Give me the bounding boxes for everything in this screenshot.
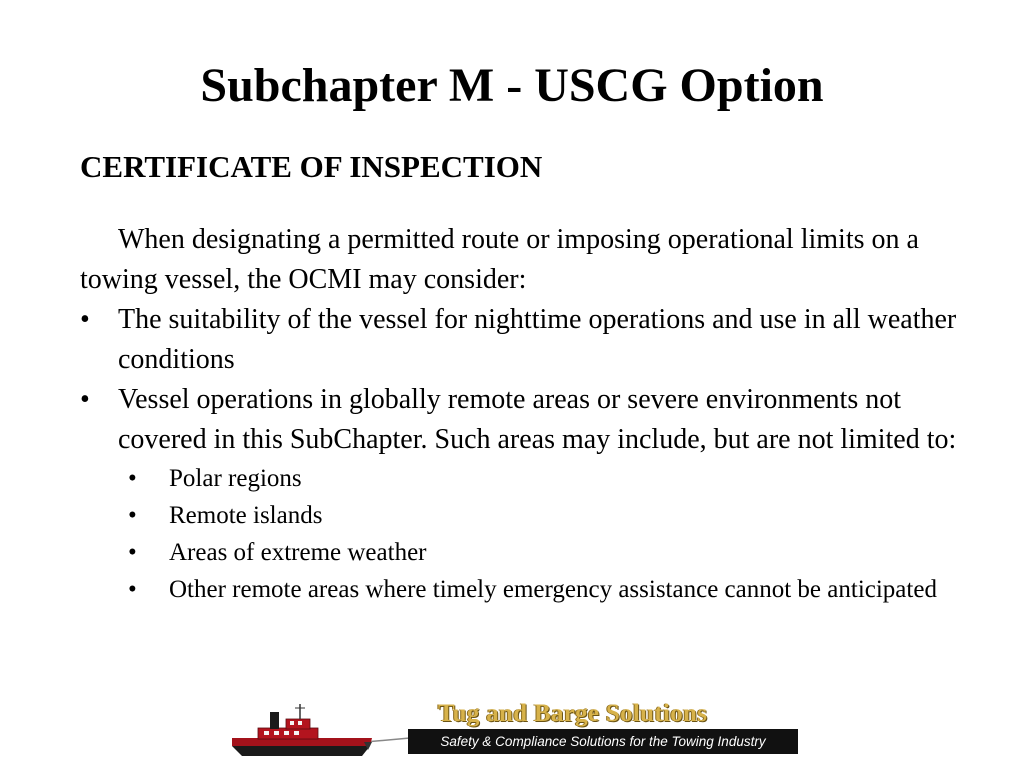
slide-title: Subchapter M - USCG Option (200, 59, 824, 112)
bullet-marker: • (80, 304, 90, 335)
sub-list-item (80, 534, 960, 571)
company-logo (230, 698, 800, 762)
list-item (80, 300, 960, 380)
bullet-marker: • (80, 384, 90, 415)
sub-list-item-text: Areas of extreme weather (169, 539, 427, 566)
logo-tagline: Safety & Compliance Solutions for the Towing Industry (408, 729, 798, 754)
sub-list-item-text: Polar regions (169, 465, 302, 492)
sub-list-item (80, 497, 960, 534)
slide-body (80, 220, 960, 608)
bullet-marker: • (128, 576, 137, 603)
sub-list-item-text: Remote islands (169, 502, 323, 529)
list-item (80, 380, 960, 460)
sub-list-item (80, 460, 960, 497)
bullet-marker: • (128, 539, 137, 566)
logo-title: Tug and Barge Solutions (438, 700, 708, 727)
bullet-marker: • (128, 502, 137, 529)
list-item-text: Vessel operations in globally remote areas or severe environments not covered in this SubChapter. Such areas may include, but are not limited to: (118, 384, 957, 455)
section-heading: CERTIFICATE OF INSPECTION (80, 149, 543, 184)
sub-list-item-text: Other remote areas where timely emergency assistance cannot be anticipated (169, 576, 937, 603)
list-item-text: The suitability of the vessel for nighttime operations and use in all weather conditions (118, 304, 957, 375)
intro-paragraph: When designating a permitted route or imposing operational limits on a towing vessel, the OCMI may consider: (80, 224, 919, 295)
bullet-marker: • (128, 465, 137, 492)
bullet-list (80, 300, 960, 460)
sub-list-item (80, 571, 960, 608)
sub-bullet-list (80, 460, 960, 608)
